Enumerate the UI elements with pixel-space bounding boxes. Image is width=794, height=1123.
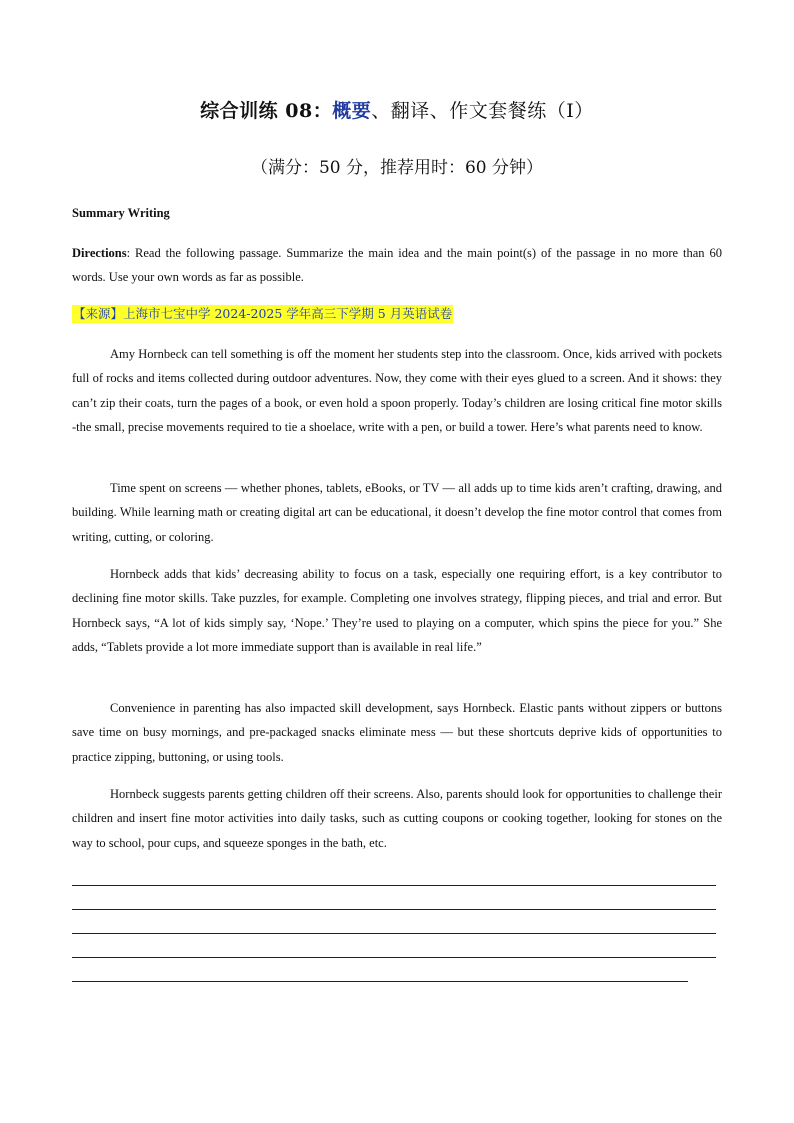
title-separator: 、: [429, 100, 450, 122]
page-title: [0, 96, 794, 123]
answer-line[interactable]: [72, 981, 688, 982]
paragraph-text: Hornbeck suggests parents getting children off their screens. Also, parents should look for opportunities to challenge their children and insert fine motor activities into daily tasks, such as cutting coupons or cooking together, looking for stones on the way to school, pour cups, and squeeze sponges in the bath, etc.: [72, 787, 722, 850]
answer-line[interactable]: [72, 909, 716, 910]
directions-text: [72, 241, 722, 289]
title-prefix: 综合训练 08：: [200, 100, 333, 122]
answer-line[interactable]: [72, 885, 716, 886]
passage-paragraph-5: [72, 782, 722, 855]
directions-label: Directions: [72, 246, 127, 260]
passage-paragraph-4: [72, 696, 722, 769]
paragraph-text: Hornbeck adds that kids’ decreasing ability to focus on a task, especially one requiring effort, is a key contributor to declining fine motor skills. Take puzzles, for example. Completing one involves strategy, flipping pieces, and trial and error. But Hornbeck says, “A lot of kids simply say, ‘Nope.’ They’re used to playing on a computer, which spins the piece for you.” She adds, “Tablets provide a lot more immediate support than is available in real life.”: [72, 567, 722, 655]
page-subtitle: （满分：50 分，推荐用时：60 分钟）: [250, 158, 544, 178]
paragraph-text: Time spent on screens — whether phones, tablets, eBooks, or TV — all adds up to time kids aren’t crafting, drawing, and building. While learning math or creating digital art can be educational, it doesn’t develop the fine motor control that comes from writing, cutting, or coloring.: [72, 481, 722, 544]
passage-paragraph-3: [72, 562, 722, 660]
answer-line[interactable]: [72, 933, 716, 934]
passage-paragraph-1: [72, 342, 722, 440]
source-badge: 【来源】上海市七宝中学 2024-2025 学年高三下学期 5 月英语试卷: [73, 306, 453, 321]
directions-body: : Read the following passage. Summarize the main idea and the main point(s) of the passage in no more than 60 words. Use your own words as far as possible.: [72, 246, 722, 284]
paragraph-text: Convenience in parenting has also impacted skill development, says Hornbeck. Elastic pants without zippers or buttons save time on busy mornings, and pre-packaged snacks eliminate mess — but these shortcuts deprive kids of opportunities to practice zipping, buttoning, or using tools.: [72, 701, 722, 764]
title-highlight: 概要: [332, 100, 372, 122]
passage-paragraph-2: [72, 476, 722, 549]
section-heading: Summary Writing: [72, 206, 170, 220]
title-part-translation: 翻译: [390, 100, 430, 122]
paragraph-text: Amy Hornbeck can tell something is off the moment her students step into the classroom. Once, kids arrived with pockets full of rocks and items collected during outdoor adventures. Now, they come with their eyes glued to a screen. And it shows: they can’t zip their coats, turn the pages of a book, or even hold a spoon properly. Today’s children are losing critical fine motor skills -the small, precise movements required to tie a shoelace, write with a pen, or build a tower. Here’s what parents need to know.: [72, 347, 722, 435]
title-separator: 、: [371, 100, 391, 122]
answer-line[interactable]: [72, 957, 716, 958]
title-part-writing: 作文套餐练（I）: [449, 100, 594, 122]
